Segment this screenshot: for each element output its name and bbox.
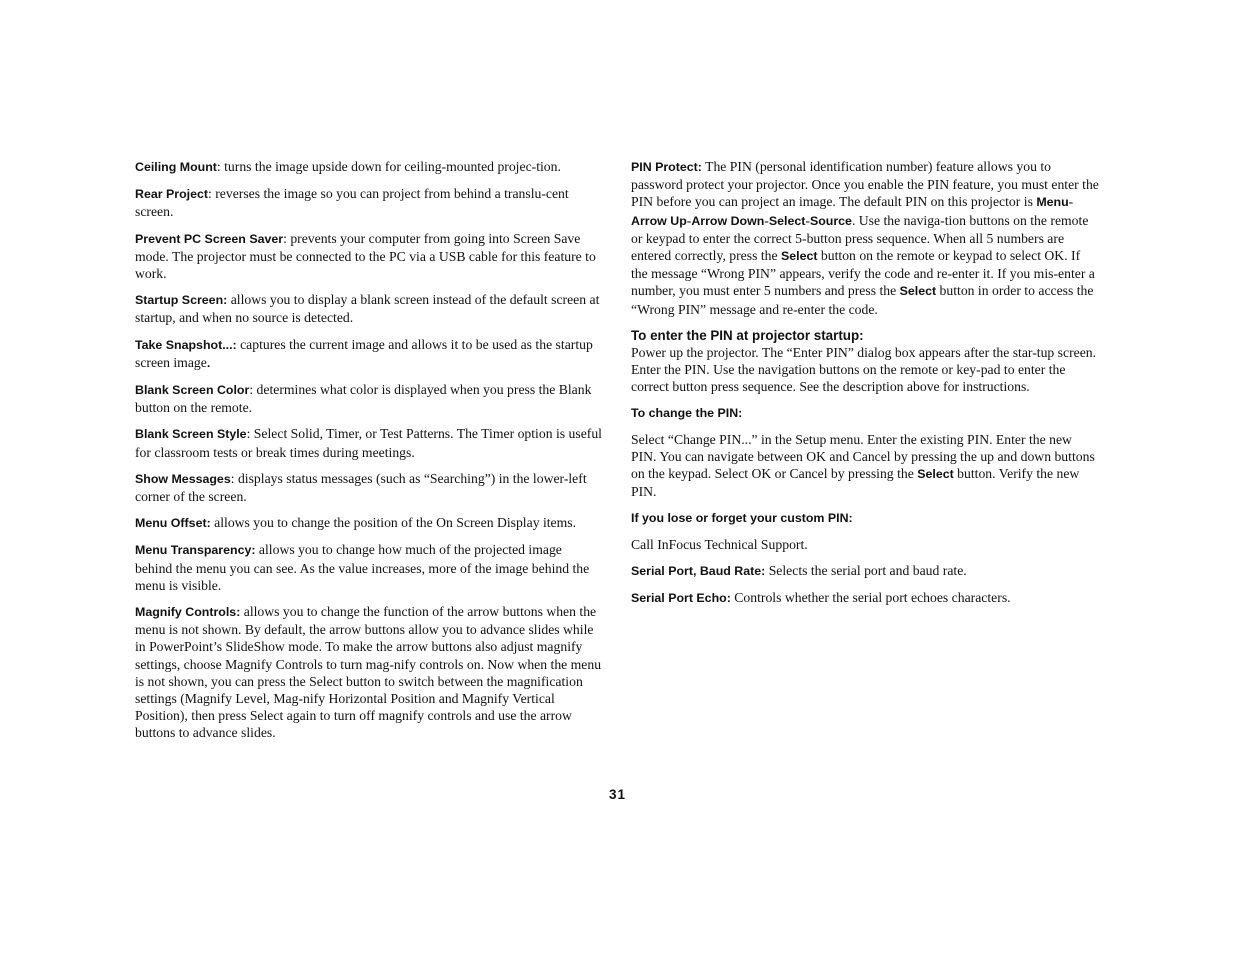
paragraph-serial-echo	[631, 589, 1099, 607]
desc-rear-project: : reverses the image so you can project from behind a translu-cent screen.	[135, 186, 569, 220]
pin-seq-arrow-up: Arrow Up	[631, 213, 687, 228]
desc-change-pin-part2: button. Verify the new PIN.	[631, 466, 1080, 500]
select-keyword-2: Select	[899, 284, 937, 299]
pin-seq-menu: Menu	[1036, 195, 1069, 210]
desc-pin-protect-part1: The PIN (personal identification number) feature allows you to password protect your projector. Once you enable the PIN feature, you must enter the PIN before you can project an image. The default PIN on this projector is	[631, 159, 1099, 210]
desc-take-snapshot: captures the current image and allows it to be used as the startup screen image	[135, 336, 593, 370]
paragraph-magnify-controls	[135, 603, 602, 742]
pin-seq-select: Select	[768, 213, 806, 228]
term-menu-offset: Menu Offset:	[135, 516, 211, 531]
term-rear-project: Rear Project	[135, 187, 209, 202]
desc-menu-offset: allows you to change the position of the On Screen Display items.	[210, 515, 577, 531]
paragraph-rear-project	[135, 185, 602, 220]
desc-pin-protect-part2: . Use the naviga-tion buttons on the remote or keypad to enter the correct 5-button press sequence. When all 5 numbers are entered correctly, press the	[631, 212, 1089, 264]
heading-enter-pin: To enter the PIN at projector startup:	[631, 327, 864, 343]
paragraph-change-pin	[631, 431, 1099, 501]
term-prevent-pc-screen-saver: Prevent PC Screen Saver	[135, 231, 284, 246]
pin-seq-dash-3: -	[764, 212, 769, 228]
heading-lose-pin: If you lose or forget your custom PIN:	[631, 510, 853, 525]
pin-seq-arrow-down: Arrow Down	[691, 213, 765, 228]
desc-magnify-controls: allows you to change the function of the arrow buttons when the menu is not shown. By default, the arrow buttons allow you to advance slides while in PowerPoint’s SlideShow mode. To make the arrow buttons also adjust magnify settings, choose Magnify Controls to turn mag-nify controls on. Now when the menu is not shown, you can press the Select button to switch between the magnification settings (Magnify Level, Mag-nify Horizontal Position and Magnify Vertical Position), then press Select again to turn off magnify controls and use the arrow buttons to advance slides.	[135, 604, 602, 741]
paragraph-startup-screen	[135, 291, 602, 326]
pin-seq-dash-1: -	[1068, 194, 1074, 210]
term-menu-transparency: Menu Transparency:	[135, 543, 256, 558]
desc-pin-protect-part3: button on the remote or keypad to select OK. If the message “Wrong PIN” appears, verify the code and re-enter it. If you mis-enter a number, you must enter 5 numbers and press the	[631, 248, 1095, 299]
term-pin-protect: PIN Protect:	[631, 160, 702, 174]
right-column	[631, 158, 1099, 616]
select-keyword-3: Select	[917, 467, 954, 482]
select-keyword-1: Select	[780, 249, 818, 264]
desc-prevent-pc-screen-saver: : prevents your computer from going into Screen Save mode. The projector must be connected to the PC via a USB cable for this feature to work.	[135, 230, 596, 282]
paragraph-blank-screen-style	[135, 425, 602, 460]
paragraph-pin-protect	[631, 158, 1099, 318]
term-blank-screen-style: Blank Screen Style	[135, 427, 247, 442]
desc-blank-screen-color: : determines what color is displayed when you press the Blank button on the remote.	[135, 382, 592, 416]
desc-take-snapshot-period: .	[206, 355, 211, 370]
paragraph-menu-transparency	[135, 541, 602, 594]
paragraph-lose-pin: Call InFocus Technical Support.	[631, 536, 808, 552]
desc-serial-echo: Controls whether the serial port echoes characters.	[730, 590, 1011, 606]
desc-blank-screen-style: : Select Solid, Timer, or Test Patterns. The Timer option is useful for classroom tests or break times during meetings.	[135, 426, 602, 460]
paragraph-serial-port	[631, 562, 1099, 580]
desc-startup-screen: allows you to display a blank screen instead of the default screen at startup, and when no source is detected.	[135, 292, 600, 326]
paragraph-ceiling-mount	[135, 158, 602, 176]
term-take-snapshot: Take Snapshot...:	[135, 337, 237, 352]
term-magnify-controls: Magnify Controls:	[135, 605, 241, 620]
pin-seq-dash-2: -	[686, 212, 692, 228]
term-show-messages: Show Messages	[135, 471, 231, 486]
paragraph-prevent-pc-screen-saver	[135, 230, 602, 283]
paragraph-blank-screen-color	[135, 381, 602, 416]
term-ceiling-mount: Ceiling Mount	[135, 160, 217, 174]
term-startup-screen: Startup Screen:	[135, 293, 228, 308]
desc-serial-port: Selects the serial port and baud rate.	[765, 563, 967, 579]
desc-menu-transparency: allows you to change how much of the projected image behind the menu you can see. As the value increases, more of the image behind the menu is visible.	[135, 542, 590, 593]
pin-seq-dash-4: -	[805, 212, 810, 228]
paragraph-show-messages	[135, 470, 602, 505]
page-number: 31	[608, 787, 627, 802]
paragraph-menu-offset	[135, 514, 602, 532]
heading-change-pin: To change the PIN:	[631, 405, 743, 420]
term-serial-port: Serial Port, Baud Rate:	[631, 564, 766, 579]
term-blank-screen-color: Blank Screen Color	[135, 383, 250, 398]
paragraph-enter-pin: Power up the projector. The “Enter PIN” dialog box appears after the star-tup screen. Enter the PIN. Use the navigation buttons on the remote or key-pad to enter the correct button press sequence. See the description above for instructions.	[631, 345, 1097, 395]
pin-seq-source: Source	[809, 213, 852, 228]
paragraph-take-snapshot	[135, 336, 602, 372]
desc-show-messages: : displays status messages (such as “Searching”) in the lower-left corner of the screen.	[135, 470, 587, 505]
left-column	[135, 158, 602, 751]
desc-ceiling-mount: : turns the image upside down for ceiling-mounted projec-tion.	[216, 159, 561, 174]
desc-change-pin-part1: Select “Change PIN...” in the Setup menu. Enter the existing PIN. Enter the new PIN. You can navigate between OK and Cancel by pressing the up and down buttons on the keypad. Select OK or Cancel by pressing the	[631, 431, 1095, 482]
term-serial-echo: Serial Port Echo:	[631, 591, 731, 606]
desc-pin-protect-part4: button in order to access the “Wrong PIN” message and re-enter the code.	[631, 283, 1094, 317]
